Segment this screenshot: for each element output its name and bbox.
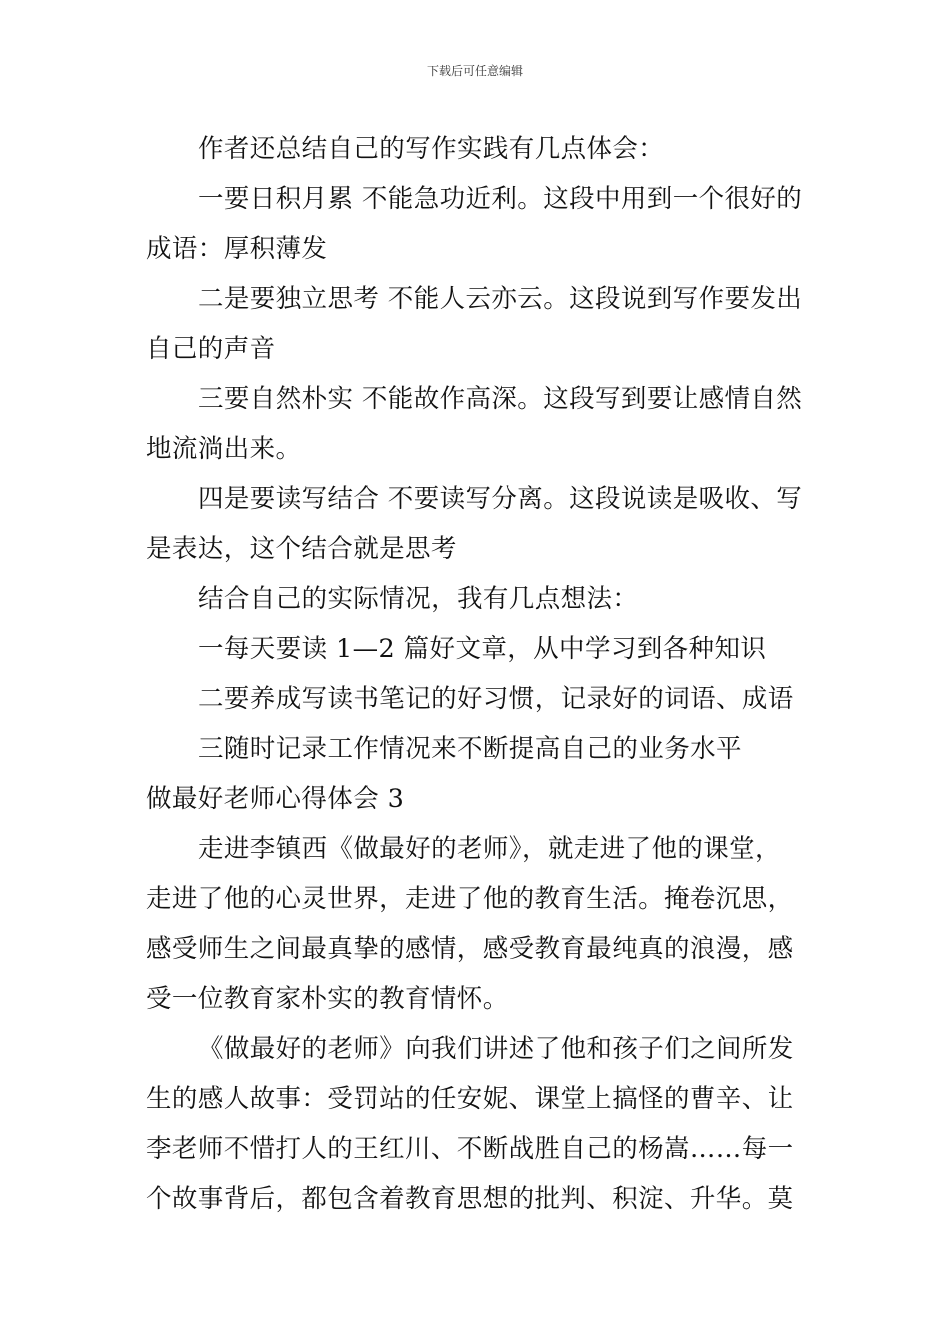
paragraph-line: 走进了他的心灵世界，走进了他的教育生活。掩卷沉思， bbox=[146, 884, 794, 914]
document-body bbox=[146, 124, 810, 1224]
paragraph-line: 生的感人故事：受罚站的任安妮、课堂上搞怪的曹辛、让 bbox=[146, 1084, 794, 1114]
paragraph-line: 四是要读写结合 不要读写分离。这段说读是吸收、写 bbox=[198, 484, 803, 514]
paragraph-line: 成语：厚积薄发 bbox=[146, 234, 328, 264]
paragraph-line: 《做最好的老师》向我们讲述了他和孩子们之间所发 bbox=[198, 1034, 794, 1064]
paragraph-line: 二是要独立思考 不能人云亦云。这段说到写作要发出 bbox=[198, 284, 803, 314]
paragraph-line: 作者还总结自己的写作实践有几点体会： bbox=[198, 134, 665, 164]
paragraph-line: 结合自己的实际情况，我有几点想法： bbox=[198, 584, 639, 614]
paragraph-line: 是表达，这个结合就是思考 bbox=[146, 534, 457, 564]
paragraph-line: 李老师不惜打人的王红川、不断战胜自己的杨嵩……每一 bbox=[146, 1134, 794, 1164]
paragraph-line: 受一位教育家朴实的教育情怀。 bbox=[146, 984, 509, 1014]
paragraph-line: 三要自然朴实 不能故作高深。这段写到要让感情自然 bbox=[198, 384, 803, 414]
paragraph-line: 个故事背后，都包含着教育思想的批判、积淀、升华。莫 bbox=[146, 1184, 794, 1214]
page-header: 下载后可任意编辑 bbox=[426, 64, 523, 78]
paragraph-line: 一要日积月累 不能急功近利。这段中用到一个很好的 bbox=[198, 184, 803, 214]
paragraph-line: 地流淌出来。 bbox=[146, 434, 302, 464]
paragraph-line: 自己的声音 bbox=[146, 334, 276, 364]
section-heading: 做最好老师心得体会 3 bbox=[146, 784, 405, 814]
paragraph-line: 感受师生之间最真挚的感情，感受教育最纯真的浪漫，感 bbox=[146, 934, 794, 964]
list-item-line: 一每天要读 1—2 篇好文章，从中学习到各种知识 bbox=[198, 634, 767, 664]
list-item-line: 二要养成写读书笔记的好习惯，记录好的词语、成语 bbox=[198, 684, 794, 714]
list-item-line: 三随时记录工作情况来不断提高自己的业务水平 bbox=[198, 734, 742, 764]
paragraph-line: 走进李镇西《做最好的老师》，就走进了他的课堂， bbox=[198, 834, 781, 864]
